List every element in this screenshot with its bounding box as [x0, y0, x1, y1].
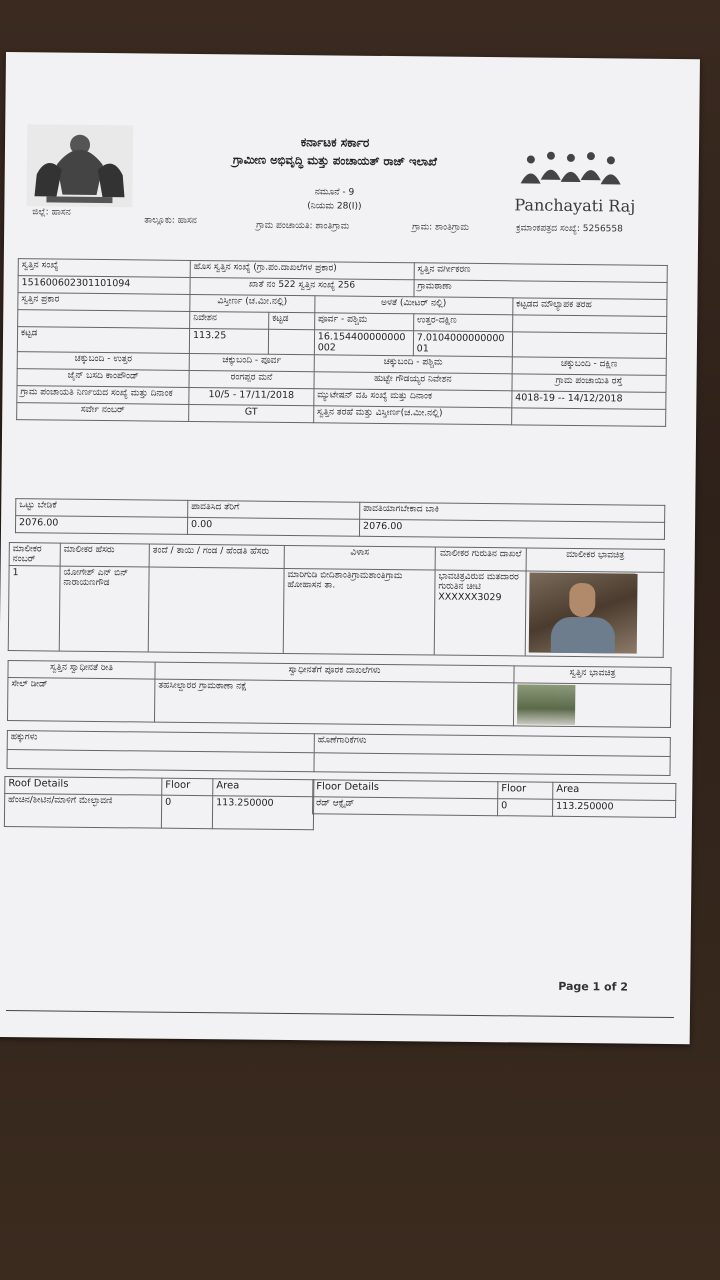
- new-property-id-label: ಹೊಸ ಸ್ವತ್ತಿನ ಸಂಖ್ಯೆ (ಗ್ರಾ.ಪಂ.ದಾಖಲೆಗಳ ಪ್ರಕಾರ): [190, 260, 414, 279]
- id-number-value: XXXXXX3029: [438, 591, 502, 604]
- area-label: ವಿಸ್ತೀರ್ಣ (ಚ.ಮೀ.ನಲ್ಲಿ): [190, 294, 315, 312]
- taluk-label: ತಾಲ್ಲೂಕು: ಹಾಸನ: [144, 215, 197, 227]
- form-number: ನಮೂನೆ - 9: [314, 187, 355, 198]
- owner-table: [8, 542, 665, 658]
- property-photo-label: ಸ್ವತ್ತಿನ ಭಾವಚಿತ್ರ: [514, 666, 671, 685]
- north-south-value: 7.010400000000001: [413, 331, 512, 357]
- property-type-value: ಕಟ್ಟಡ: [17, 327, 189, 354]
- boundary-east-value: ರಂಗಪ್ಪರ ಮನೆ: [189, 370, 314, 388]
- mutation-value: 4018-19 -- 14/12/2018: [512, 391, 666, 410]
- tax-table: [15, 498, 665, 540]
- site-label: ನಿವೇಶನ: [190, 311, 269, 329]
- owner-number-value: 1: [8, 566, 60, 652]
- boundary-east-label: ಚಕ್ಕುಬಂದಿ - ಪೂರ್ವ: [189, 353, 314, 371]
- roof-floor-header: Floor: [162, 778, 213, 796]
- property-detail-label: ಸ್ವತ್ತಿನ ತರಹೆ ಮತ್ತು ವಿಸ್ತೀರ್ಣ(ಚ.ಮೀ.ನಲ್ಲಿ): [313, 406, 511, 425]
- owner-number-label: ಮಾಲೀಕರ ನಂಬರ್: [9, 543, 60, 567]
- building-value-label: ಕಟ್ಟಡದ ಮೌಲ್ಯಾಪಕ ತರಹ: [513, 298, 667, 317]
- property-photo: [517, 684, 575, 725]
- mutation-label: ಮ್ಯುಟೇಷನ್ ವಹಿ ಸಂಖ್ಯೆ ಮತ್ತು ದಿನಾಂಕ: [314, 389, 512, 408]
- footer-divider: [6, 1010, 674, 1018]
- department-title: ಗ್ರಾಮೀಣ ಅಭಿವೃದ್ಧಿ ಮತ್ತು ಪಂಚಾಯತ್ ರಾಜ್ ಇಲಾಖೆ: [232, 152, 437, 169]
- paid-tax-value: 0.00: [187, 517, 359, 536]
- address-label: ವಿಳಾಸ: [284, 545, 435, 570]
- east-west-label: ಪೂರ್ವ - ಪಶ್ಚಿಮ: [314, 313, 413, 331]
- acquisition-table: [7, 660, 672, 728]
- khata-value: ಖಾತೆ ನಂ 522 ಸ್ವತ್ತಿನ ಸಂಖ್ಯೆ 256: [190, 277, 414, 296]
- balance-value: 2076.00: [359, 519, 664, 539]
- boundary-west-value: ಹುಟ್ಟೇ ಗೌಡಯ್ಯರ ನಿವೇಶನ: [314, 372, 512, 391]
- supporting-docs-value: ತಹಸೀಲ್ದಾರರ ಗ್ರಾಮಠಾಣಾ ನಕ್ಷೆ: [154, 679, 513, 726]
- paid-tax-label: ಪಾವತಿಸಿದ ತೆರಿಗೆ: [188, 500, 360, 519]
- property-type-label: ಸ್ವತ್ತಿನ ಪ್ರಕಾರ: [18, 293, 190, 312]
- karnataka-emblem-icon: [26, 124, 133, 207]
- state-government-title: ಕರ್ನಾಟಕ ಸರ್ಕಾರ: [300, 135, 370, 150]
- resolution-value: 10/5 - 17/11/2018: [189, 387, 314, 405]
- gram-panchayat-label: ಗ್ರಾಮ ಪಂಚಾಯತಿ: ಶಾಂತಿಗ್ರಾಮ: [256, 220, 350, 232]
- relative-name-label: ತಂದೆ / ತಾಯಿ / ಗಂಡ / ಹೆಂಡತಿ ಹೆಸರು: [149, 544, 284, 568]
- rights-label: ಹಕ್ಕುಗಳು: [7, 731, 314, 753]
- rule-number: (ನಿಯಮ 28(I)): [307, 201, 362, 212]
- measurement-label: ಅಳತೆ (ಮೀಟರ್ ನಲ್ಲಿ): [315, 296, 513, 315]
- roof-area-header: Area: [213, 779, 314, 797]
- id-proof-label: ಮಾಲೀಕರ ಗುರುತಿನ ದಾಖಲೆ: [435, 547, 526, 571]
- site-area-value: 113.25: [189, 328, 268, 354]
- building-label: ಕಟ್ಟಡ: [269, 312, 315, 329]
- survey-label: ಸರ್ವೇ ನಂಬರ್: [17, 403, 189, 422]
- east-west-value: 16.154400000000002: [314, 330, 413, 356]
- acquisition-method-label: ಸ್ವತ್ತಿನ ಸ್ವಾಧೀನತೆ ರೀತಿ: [8, 661, 155, 680]
- roof-floor-value: 0: [161, 795, 212, 829]
- panchayati-raj-text: Panchayati Raj: [514, 195, 636, 216]
- owner-name-label: ಮಾಲೀಕರ ಹೆಸರು: [60, 543, 149, 567]
- owner-name-value: ಯೋಗೇಶ್ ಎನ್ ಬಿನ್ ನಾರಾಯಣಗೌಡ: [59, 566, 149, 652]
- boundary-south-value: ಗ್ರಾಮ ಪಂಚಾಯಿತಿ ರಸ್ತೆ: [512, 374, 666, 393]
- document-page: [0, 52, 700, 1044]
- floor-details-table: [312, 779, 676, 818]
- total-demand-value: 2076.00: [15, 516, 187, 535]
- acquisition-method-value: ಸೇಲ್ ಡೀಡ್: [7, 678, 154, 723]
- owner-photo-label: ಮಾಲೀಕರ ಭಾವಚಿತ್ರ: [526, 548, 664, 572]
- resolution-label: ಗ್ರಾಮ ಪಂಚಾಯತಿ ನಿರ್ಣಯದ ಸಂಖ್ಯೆ ಮತ್ತು ದಿನಾಂಕ: [17, 386, 189, 405]
- property-class-value: ಗ್ರಾಮಠಾಣಾ: [414, 280, 667, 300]
- floor-floor-value: 0: [498, 799, 553, 817]
- floor-details-value: ರೆಡ್ ಆಕ್ಸೈಡ್: [313, 797, 498, 816]
- survey-value: GT: [189, 404, 314, 422]
- north-south-label: ಉತ್ತರ-ದಕ್ಷಿಣ: [413, 314, 512, 332]
- id-proof-value: ಭಾವಚಿತ್ರವಿರುವ ಮತದಾರರ ಗುರುತಿನ ಚೀಟಿ: [438, 571, 519, 593]
- property-table: [16, 258, 668, 427]
- property-id-label: ಸ್ವತ್ತಿನ ಸಂಖ್ಯೆ: [18, 259, 190, 278]
- property-id-value: 151600602301101094: [18, 276, 190, 295]
- liabilities-label: ಹೊಣೆಗಾರಿಕೆಗಳು: [314, 734, 670, 757]
- floor-floor-header: Floor: [498, 782, 553, 800]
- serial-number: ಕ್ರಮಾಂಕಪತ್ರದ ಸಂಖ್ಯೆ: 5256558: [516, 223, 623, 235]
- address-value: ಮಾರಿಗುಡಿ ಬೀದಿಶಾಂತಿಗ್ರಾಮಶಾಂತಿಗ್ರಾಮ ಹೋಹಾಸನ ತಾ.: [283, 568, 435, 655]
- floor-area-header: Area: [553, 782, 676, 800]
- boundary-south-label: ಚಕ್ಕುಬಂದಿ - ದಕ್ಷಿಣ: [512, 357, 666, 376]
- owner-photo: [529, 573, 638, 654]
- boundary-north-value: ಜೈನ್ ಬಸದಿ ಕಾಂಪೌಂಡ್: [17, 369, 189, 388]
- boundary-north-label: ಚಕ್ಕುಬಂದಿ - ಉತ್ತರ: [17, 352, 189, 371]
- total-demand-label: ಒಟ್ಟು ಬೇಡಿಕೆ: [16, 499, 188, 518]
- rights-table: [6, 730, 670, 776]
- roof-details-table: [4, 776, 315, 830]
- floor-area-value: 113.250000: [553, 799, 676, 817]
- district-label: ಜಿಲ್ಲೆ: ಹಾಸನ: [32, 207, 71, 218]
- roof-details-value: ಹೆಂಚಿನ/ಶೀಟಿನ/ಮಾಳಿಗೆ ಮೇಲ್ಛಾವಣಿ: [4, 794, 161, 829]
- property-class-label: ಸ್ವತ್ತಿನ ವರ್ಗೀಕರಣ: [414, 263, 667, 283]
- village-label: ಗ್ರಾಮ: ಶಾಂತಿಗ್ರಾಮ: [412, 222, 470, 233]
- roof-details-header: Roof Details: [5, 777, 162, 796]
- floor-details-header: Floor Details: [313, 780, 498, 799]
- supporting-docs-label: ಸ್ವಾಧೀನತೆಗೆ ಪೂರಕ ದಾಖಲೆಗಳು: [155, 662, 514, 683]
- balance-label: ಪಾವತಿಯಾಗಬೇಕಾದ ಬಾಕಿ: [360, 502, 665, 522]
- roof-area-value: 113.250000: [212, 796, 313, 830]
- boundary-west-label: ಚಕ್ಕುಬಂದಿ - ಪಶ್ಚಿಮ: [314, 355, 512, 374]
- page-number: Page 1 of 2: [558, 979, 628, 994]
